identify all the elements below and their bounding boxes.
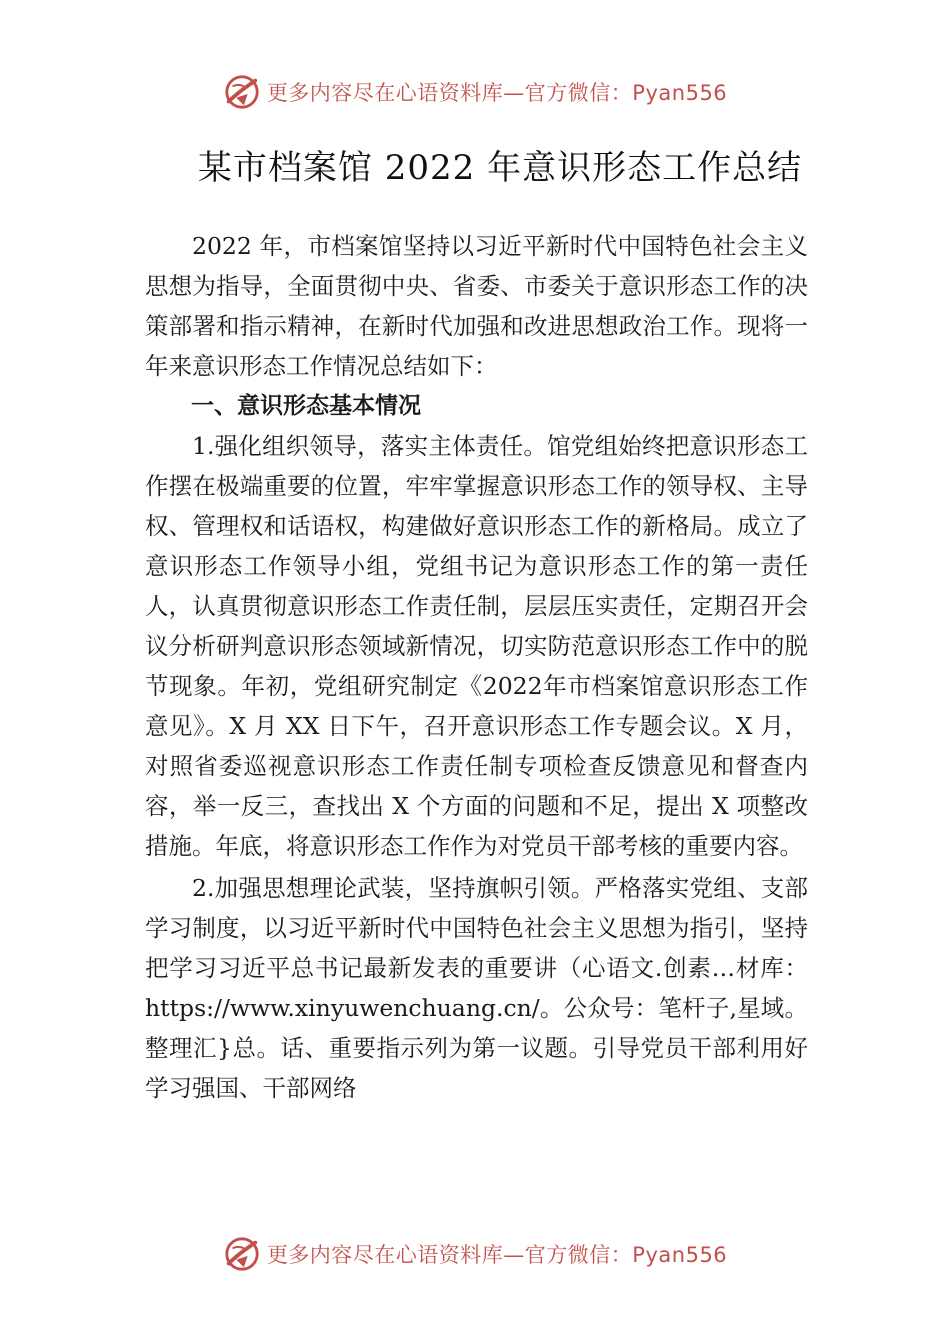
paragraph-item-2: 2.加强思想理论武装，坚持旗帜引领。严格落实党组、支部学习制度，以习近平新时代中国特色社会主义思想为指引，坚持把学习习近平总书记最新发表的重要讲（心语文.创素…材库：https://www.xinyuwenchuang.cn/。公众号：笔杆子,星域。整理汇}总。话、重要指示列为第一议题。引导党员干部利用好学习强国、干部网络	[145, 874, 808, 1102]
intro-paragraph: 2022 年，市档案馆坚持以习近平新时代中国特色社会主义思想为指导，全面贯彻中央、省委、市委关于意识形态工作的决策部署和指示精神，在新时代加强和改进思想政治工作。现将一年来意识形态工作情况总结如下：	[145, 232, 808, 380]
document-title: 某市档案馆 2022 年意识形态工作总结	[197, 148, 803, 188]
watermark-text: 更多内容尽在心语资料库—官方微信：Pyan556	[266, 1243, 728, 1267]
paragraph-item-1: 1.强化组织领导，落实主体责任。馆党组始终把意识形态工作摆在极端重要的位置，牢牢掌握意识形态工作的领导权、主导权、管理权和话语权，构建做好意识形态工作的新格局。成立了意识形态工作领导小组，党组书记为意识形态工作的第一责任人，认真贯彻意识形态工作责任制，层层压实责任，定期召开会议分析研判意识形态领域新情况，切实防范意识形态工作中的脱节现象。年初，党组研究制定《2022年市档案馆意识形态工作意见》。X 月 XX 日下午，召开意识形态工作专题会议。X 月，对照省委巡视意识形态工作责任制专项检查反馈意见和督查内容，举一反三，查找出 X 个方面的问题和不足，提出 X 项整改措施。年底，将意识形态工作作为对党员干部考核的重要内容。	[145, 432, 808, 860]
pen-swoosh-logo-icon	[223, 1235, 261, 1273]
watermark-header	[0, 70, 950, 114]
section-heading: 一、意识形态基本情况	[191, 393, 421, 419]
document-body	[145, 226, 808, 1108]
watermark-text: 更多内容尽在心语资料库—官方微信：Pyan556	[266, 81, 728, 105]
pen-swoosh-logo-icon	[223, 73, 261, 111]
watermark-footer	[0, 1232, 950, 1276]
